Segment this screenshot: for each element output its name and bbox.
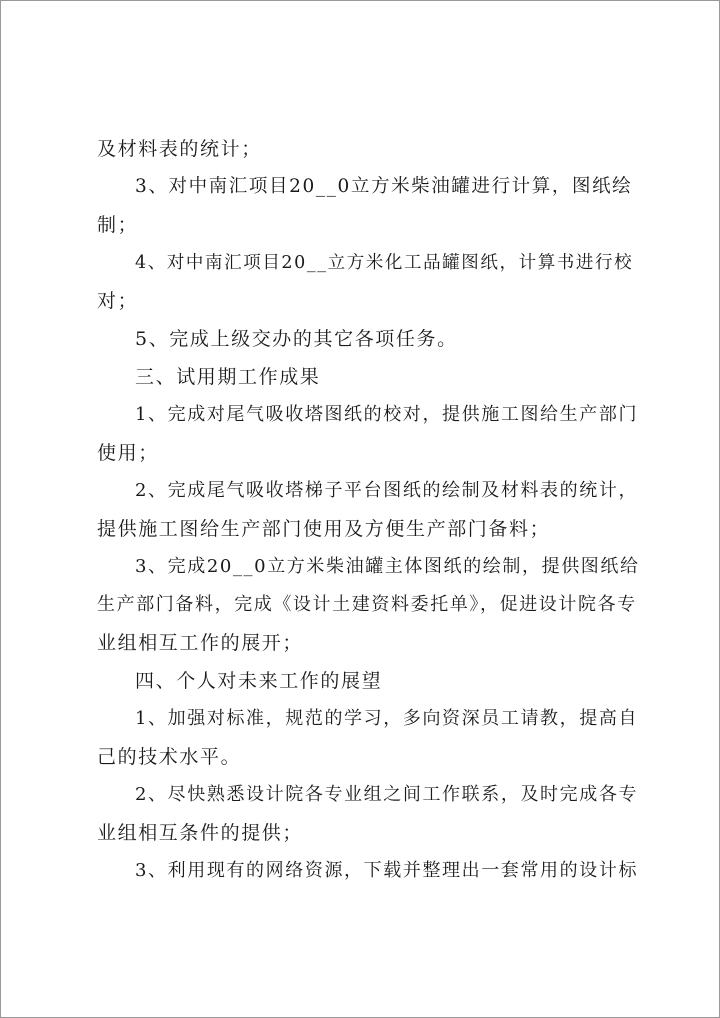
text-line: 使用； [97, 442, 159, 464]
text-line: 1、加强对标准，规范的学习，多向资深员工请教，提高自 [135, 708, 639, 729]
text-line: 及材料表的统计； [97, 138, 262, 160]
text-line: 业组相互条件的提供； [97, 822, 304, 844]
section-heading: 三、试用期工作成果 [135, 366, 321, 388]
text-line: 4、对中南汇项目20__立方米化工品罐图纸，计算书进行校 [135, 253, 634, 273]
text-line: 己的技术水平。 [97, 746, 242, 768]
text-line: 提供施工图给生产部门使用及方便生产部门备料； [97, 518, 551, 540]
text-line: 2、尽快熟悉设计院各专业组之间工作联系，及时完成各专 [135, 784, 639, 805]
text-line: 3、完成20__0立方米柴油罐主体图纸的绘制，提供图纸给 [135, 556, 640, 577]
text-line: 1、完成对尾气吸收塔图纸的校对，提供施工图给生产部门 [135, 404, 639, 425]
text-line: 对； [97, 290, 139, 312]
text-line: 3、利用现有的网络资源，下载并整理出一套常用的设计标 [135, 860, 639, 881]
text-line: 业组相互工作的展开； [97, 632, 304, 654]
text-line: 5、完成上级交办的其它各项任务。 [135, 328, 458, 350]
text-line: 3、对中南汇项目20__0立方米柴油罐进行计算，图纸绘 [135, 176, 633, 197]
section-heading: 四、个人对未来工作的展望 [135, 670, 383, 692]
text-line: 制； [97, 214, 139, 236]
text-line: 生产部门备料，完成《设计土建资料委托单》，促进设计院各专 [97, 594, 637, 615]
text-line: 2、完成尾气吸收塔梯子平台图纸的绘制及材料表的统计， [135, 480, 639, 501]
